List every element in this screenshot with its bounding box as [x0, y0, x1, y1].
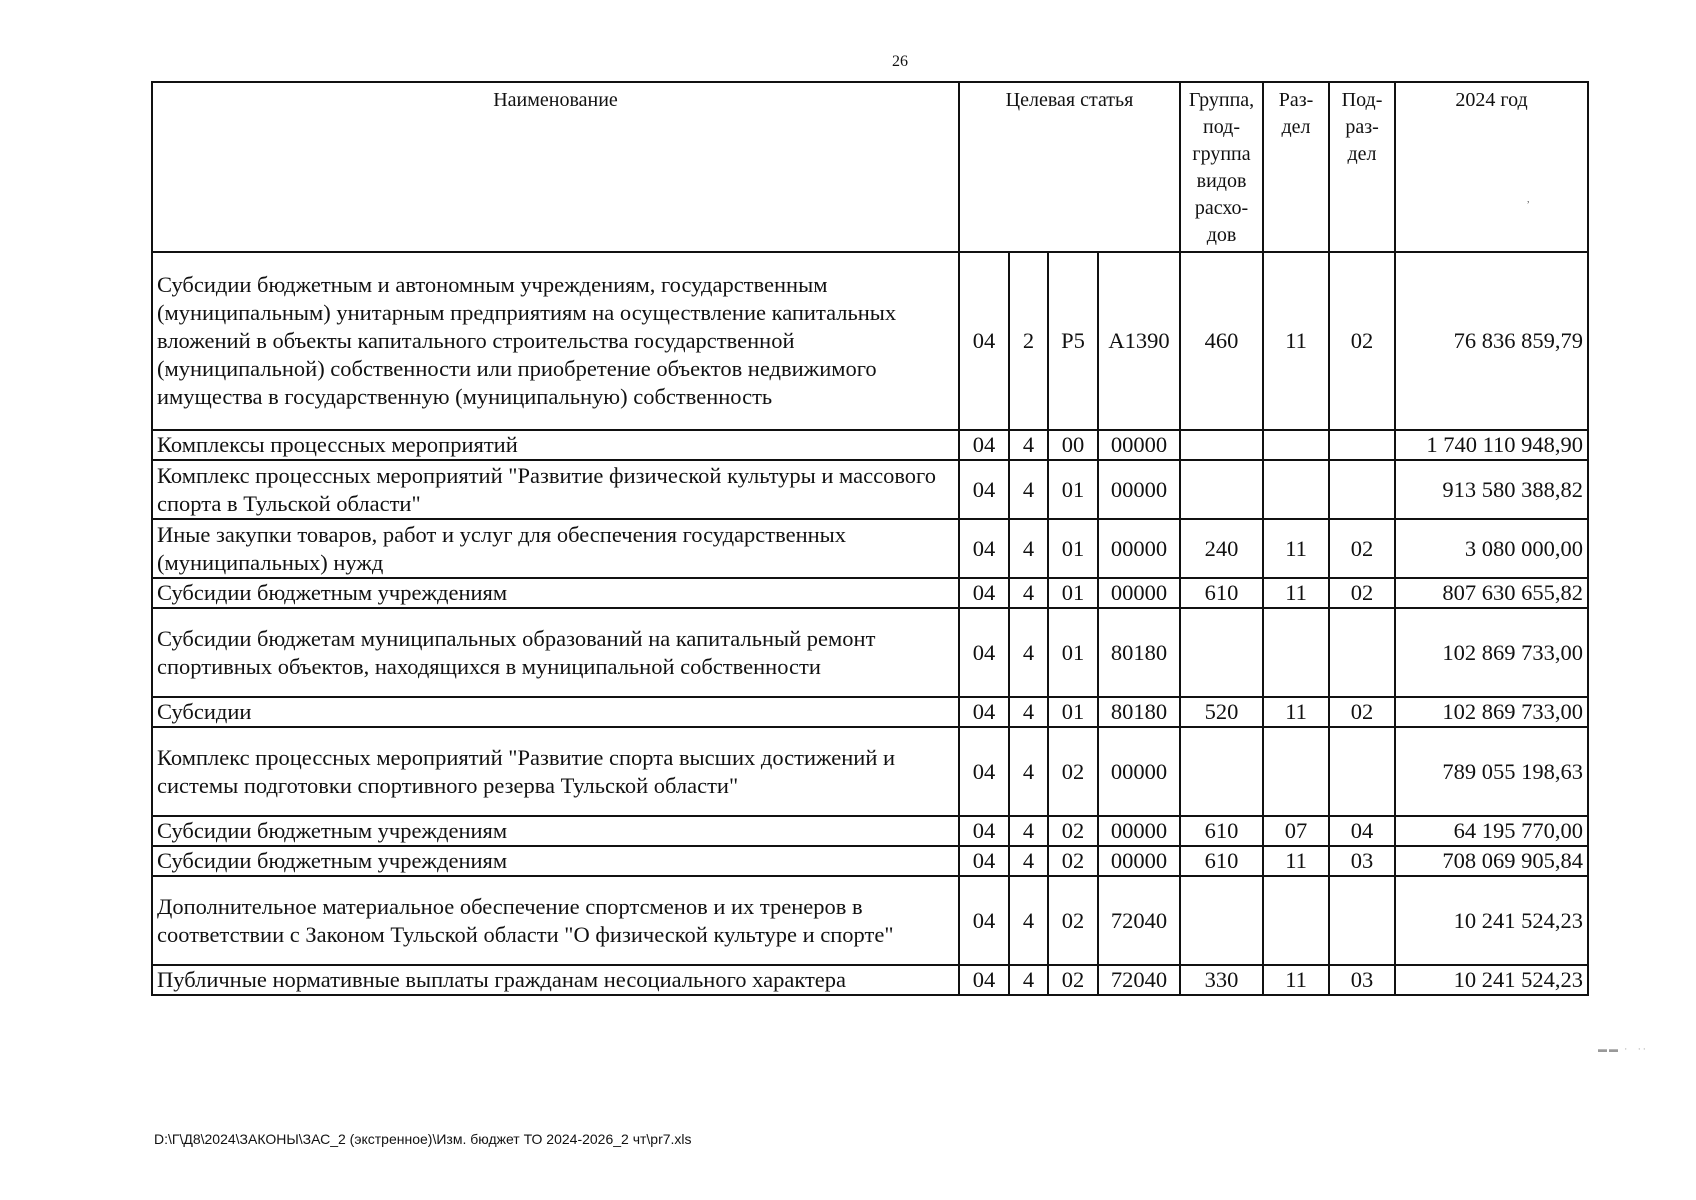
row-code-4: 00000 — [1098, 460, 1180, 519]
row-code-4: 00000 — [1098, 727, 1180, 816]
table-row — [152, 965, 1588, 995]
row-code-1: 04 — [959, 876, 1009, 965]
row-code-3: 01 — [1048, 578, 1098, 608]
page-number: 26 — [892, 53, 908, 70]
header-year: 2024 год — [1395, 82, 1588, 252]
row-code-2: 4 — [1009, 697, 1048, 727]
row-amount: 10 241 524,23 — [1395, 965, 1588, 995]
row-name: Субсидии бюджетным учреждениям — [152, 816, 959, 846]
row-section: 11 — [1263, 252, 1329, 430]
table-row — [152, 519, 1588, 578]
file-path-footer: D:\Г\Д8\2024\ЗАКОНЫ\ЗАС_2 (экстренное)\Изм. бюджет ТО 2024-2026_2 чт\pr7.xls — [154, 1131, 692, 1147]
row-code-4: 00000 — [1098, 816, 1180, 846]
row-code-2: 4 — [1009, 965, 1048, 995]
row-name: Иные закупки товаров, работ и услуг для обеспечения государственных (муниципальных) нужд — [152, 519, 959, 578]
row-section: 11 — [1263, 697, 1329, 727]
row-amount: 708 069 905,84 — [1395, 846, 1588, 876]
budget-table — [151, 81, 1589, 996]
row-code-3: Р5 — [1048, 252, 1098, 430]
row-code-3: 01 — [1048, 519, 1098, 578]
row-code-2: 4 — [1009, 460, 1048, 519]
row-subsection: 02 — [1329, 697, 1395, 727]
row-amount: 3 080 000,00 — [1395, 519, 1588, 578]
row-name: Субсидии бюджетным и автономным учреждениям, государственным (муниципальным) унитарным предприятиям на осуществление капитальных вложений в объекты капитального строительства государственной (муниципальной) собственности или приобретение объектов недвижимого имущества в государственную (муниципальную) собственность — [152, 252, 959, 430]
table-row — [152, 876, 1588, 965]
row-code-2: 2 — [1009, 252, 1048, 430]
table-row — [152, 578, 1588, 608]
row-name: Субсидии бюджетным учреждениям — [152, 846, 959, 876]
stray-mark: , — [1527, 194, 1530, 205]
row-group — [1180, 608, 1263, 697]
row-subsection — [1329, 430, 1395, 460]
row-amount: 102 869 733,00 — [1395, 697, 1588, 727]
table-row — [152, 697, 1588, 727]
row-name: Комплексы процессных мероприятий — [152, 430, 959, 460]
row-code-3: 01 — [1048, 608, 1098, 697]
row-subsection: 03 — [1329, 846, 1395, 876]
row-group — [1180, 876, 1263, 965]
table-row — [152, 430, 1588, 460]
row-code-2: 4 — [1009, 608, 1048, 697]
row-name: Субсидии — [152, 697, 959, 727]
row-subsection: 02 — [1329, 252, 1395, 430]
row-section — [1263, 727, 1329, 816]
row-section: 11 — [1263, 519, 1329, 578]
row-code-4: 00000 — [1098, 430, 1180, 460]
row-code-2: 4 — [1009, 876, 1048, 965]
row-group: 520 — [1180, 697, 1263, 727]
row-code-1: 04 — [959, 846, 1009, 876]
table-row — [152, 846, 1588, 876]
row-amount: 807 630 655,82 — [1395, 578, 1588, 608]
row-subsection — [1329, 727, 1395, 816]
row-code-4: 80180 — [1098, 608, 1180, 697]
row-group — [1180, 430, 1263, 460]
row-group — [1180, 727, 1263, 816]
row-name: Публичные нормативные выплаты гражданам несоциального характера — [152, 965, 959, 995]
row-section: 11 — [1263, 846, 1329, 876]
header-section: Раз- дел — [1263, 82, 1329, 252]
header-row — [152, 82, 1588, 252]
row-subsection — [1329, 876, 1395, 965]
scan-artifact: ▬▬ · ·· — [1598, 1044, 1648, 1054]
row-subsection: 04 — [1329, 816, 1395, 846]
table-row — [152, 252, 1588, 430]
table-row — [152, 816, 1588, 846]
header-group: Группа, под- группа видов расхо- дов — [1180, 82, 1263, 252]
row-amount: 10 241 524,23 — [1395, 876, 1588, 965]
row-section — [1263, 460, 1329, 519]
row-code-2: 4 — [1009, 519, 1048, 578]
header-subsection: Под- раз- дел — [1329, 82, 1395, 252]
row-name: Комплекс процессных мероприятий "Развитие спорта высших достижений и системы подготовки спортивного резерва Тульской области" — [152, 727, 959, 816]
table-row — [152, 727, 1588, 816]
row-code-1: 04 — [959, 697, 1009, 727]
row-amount: 789 055 198,63 — [1395, 727, 1588, 816]
row-name: Субсидии бюджетам муниципальных образований на капитальный ремонт спортивных объектов, находящихся в муниципальной собственности — [152, 608, 959, 697]
row-code-1: 04 — [959, 430, 1009, 460]
row-name: Дополнительное материальное обеспечение спортсменов и их тренеров в соответствии с Законом Тульской области "О физической культуре и спорте" — [152, 876, 959, 965]
row-subsection: 02 — [1329, 578, 1395, 608]
row-section: 07 — [1263, 816, 1329, 846]
row-code-3: 01 — [1048, 460, 1098, 519]
row-code-2: 4 — [1009, 846, 1048, 876]
row-amount: 913 580 388,82 — [1395, 460, 1588, 519]
row-code-3: 01 — [1048, 697, 1098, 727]
row-code-1: 04 — [959, 252, 1009, 430]
row-group: 610 — [1180, 846, 1263, 876]
row-group: 460 — [1180, 252, 1263, 430]
row-group — [1180, 460, 1263, 519]
row-code-4: А1390 — [1098, 252, 1180, 430]
row-group: 610 — [1180, 816, 1263, 846]
row-amount: 64 195 770,00 — [1395, 816, 1588, 846]
row-amount: 102 869 733,00 — [1395, 608, 1588, 697]
row-section — [1263, 430, 1329, 460]
row-section: 11 — [1263, 578, 1329, 608]
row-amount: 1 740 110 948,90 — [1395, 430, 1588, 460]
header-target: Целевая статья — [959, 82, 1180, 252]
row-code-4: 72040 — [1098, 965, 1180, 995]
row-subsection — [1329, 608, 1395, 697]
row-code-4: 00000 — [1098, 519, 1180, 578]
header-name: Наименование — [152, 82, 959, 252]
row-section — [1263, 876, 1329, 965]
table-row — [152, 608, 1588, 697]
row-group: 330 — [1180, 965, 1263, 995]
row-code-1: 04 — [959, 519, 1009, 578]
row-code-4: 00000 — [1098, 846, 1180, 876]
row-code-2: 4 — [1009, 816, 1048, 846]
row-section — [1263, 608, 1329, 697]
row-code-3: 02 — [1048, 876, 1098, 965]
row-code-4: 00000 — [1098, 578, 1180, 608]
row-group: 610 — [1180, 578, 1263, 608]
row-section: 11 — [1263, 965, 1329, 995]
row-code-1: 04 — [959, 608, 1009, 697]
table-row — [152, 460, 1588, 519]
row-code-4: 80180 — [1098, 697, 1180, 727]
row-code-2: 4 — [1009, 727, 1048, 816]
row-code-3: 02 — [1048, 816, 1098, 846]
row-code-3: 02 — [1048, 846, 1098, 876]
row-group: 240 — [1180, 519, 1263, 578]
row-code-1: 04 — [959, 816, 1009, 846]
row-name: Субсидии бюджетным учреждениям — [152, 578, 959, 608]
row-code-2: 4 — [1009, 430, 1048, 460]
row-subsection: 03 — [1329, 965, 1395, 995]
row-subsection: 02 — [1329, 519, 1395, 578]
row-code-3: 02 — [1048, 727, 1098, 816]
row-code-3: 00 — [1048, 430, 1098, 460]
row-name: Комплекс процессных мероприятий "Развитие физической культуры и массового спорта в Тульской области" — [152, 460, 959, 519]
row-code-1: 04 — [959, 965, 1009, 995]
row-code-4: 72040 — [1098, 876, 1180, 965]
row-code-1: 04 — [959, 460, 1009, 519]
row-amount: 76 836 859,79 — [1395, 252, 1588, 430]
row-code-1: 04 — [959, 578, 1009, 608]
row-subsection — [1329, 460, 1395, 519]
row-code-1: 04 — [959, 727, 1009, 816]
row-code-3: 02 — [1048, 965, 1098, 995]
row-code-2: 4 — [1009, 578, 1048, 608]
